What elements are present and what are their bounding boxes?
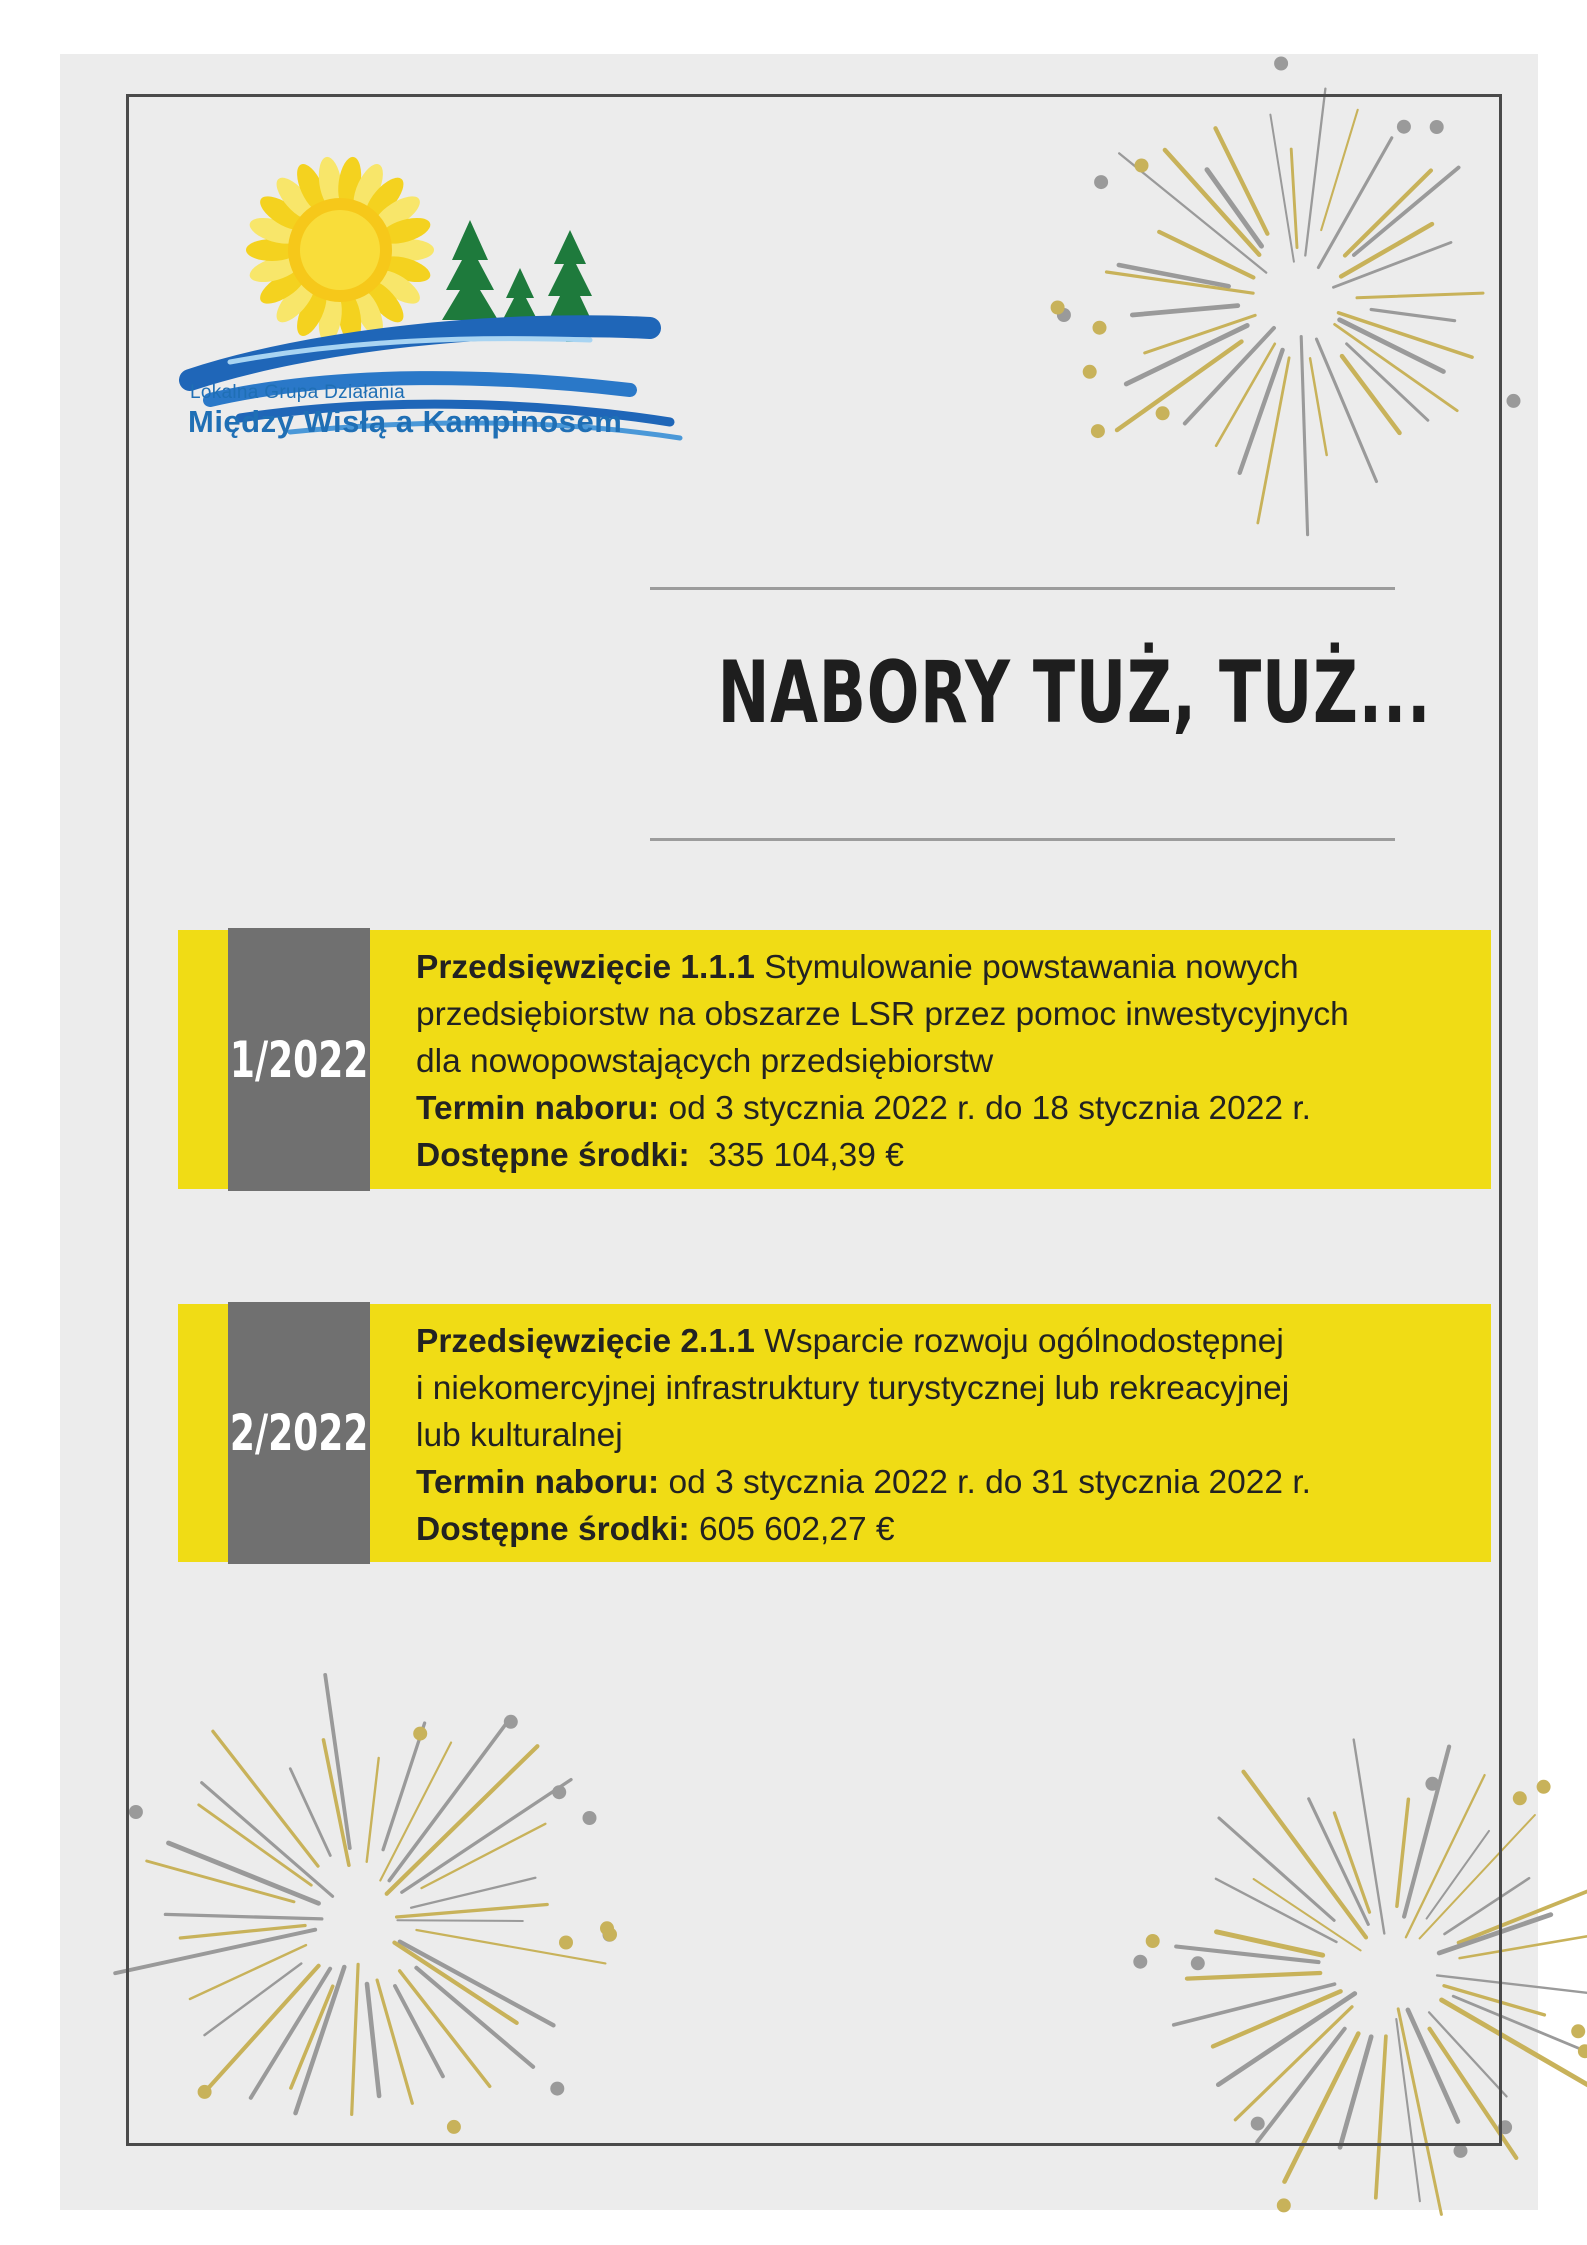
- headline-rule-top: [650, 587, 1395, 590]
- deadline-value: od 3 stycznia 2022 r. do 18 stycznia 2022 r.: [668, 1090, 1311, 1127]
- logo-subtitle: Lokalna Grupa Działania: [190, 382, 405, 403]
- measure-description: przedsiębiorstw na obszarze LSR przez pomoc inwestycyjnych: [416, 996, 1349, 1033]
- logo-title: Między Wisłą a Kampinosem: [188, 404, 623, 439]
- measure-description: dla nowopowstających przedsiębiorstw: [416, 1043, 994, 1080]
- call-card: [178, 930, 1491, 1189]
- headline-rule-bottom: [650, 838, 1395, 841]
- call-card: [178, 1304, 1491, 1562]
- funds-value: 605 602,27 €: [698, 1511, 895, 1548]
- funds-label: Dostępne środki:: [416, 1137, 690, 1174]
- measure-description: Wsparcie rozwoju ogólnodostępnej: [764, 1323, 1284, 1360]
- funds-label: Dostępne środki:: [416, 1511, 690, 1548]
- measure-label: Przedsięwzięcie 2.1.1: [416, 1323, 755, 1360]
- call-number-badge: [228, 1302, 370, 1564]
- page-title: NABORY TUŻ, TUŻ...: [717, 643, 1432, 743]
- call-details: [416, 1318, 1483, 1553]
- deadline-value: od 3 stycznia 2022 r. do 31 stycznia 2022 r.: [668, 1464, 1311, 1501]
- call-number: 2/2022: [229, 1404, 369, 1462]
- measure-description: lub kulturalnej: [416, 1417, 623, 1454]
- call-number-badge: [228, 928, 370, 1191]
- funds-value: 335 104,39 €: [708, 1137, 904, 1174]
- call-number: 1/2022: [229, 1030, 369, 1089]
- call-details: [416, 944, 1483, 1179]
- measure-description: Stymulowanie powstawania nowych: [764, 949, 1299, 986]
- measure-description: i niekomercyjnej infrastruktury turystycznej lub rekreacyjnej: [416, 1370, 1290, 1407]
- sun-icon: [246, 155, 434, 344]
- measure-label: Przedsięwzięcie 1.1.1: [416, 949, 755, 986]
- deadline-label: Termin naboru:: [416, 1464, 660, 1501]
- deadline-label: Termin naboru:: [416, 1090, 660, 1127]
